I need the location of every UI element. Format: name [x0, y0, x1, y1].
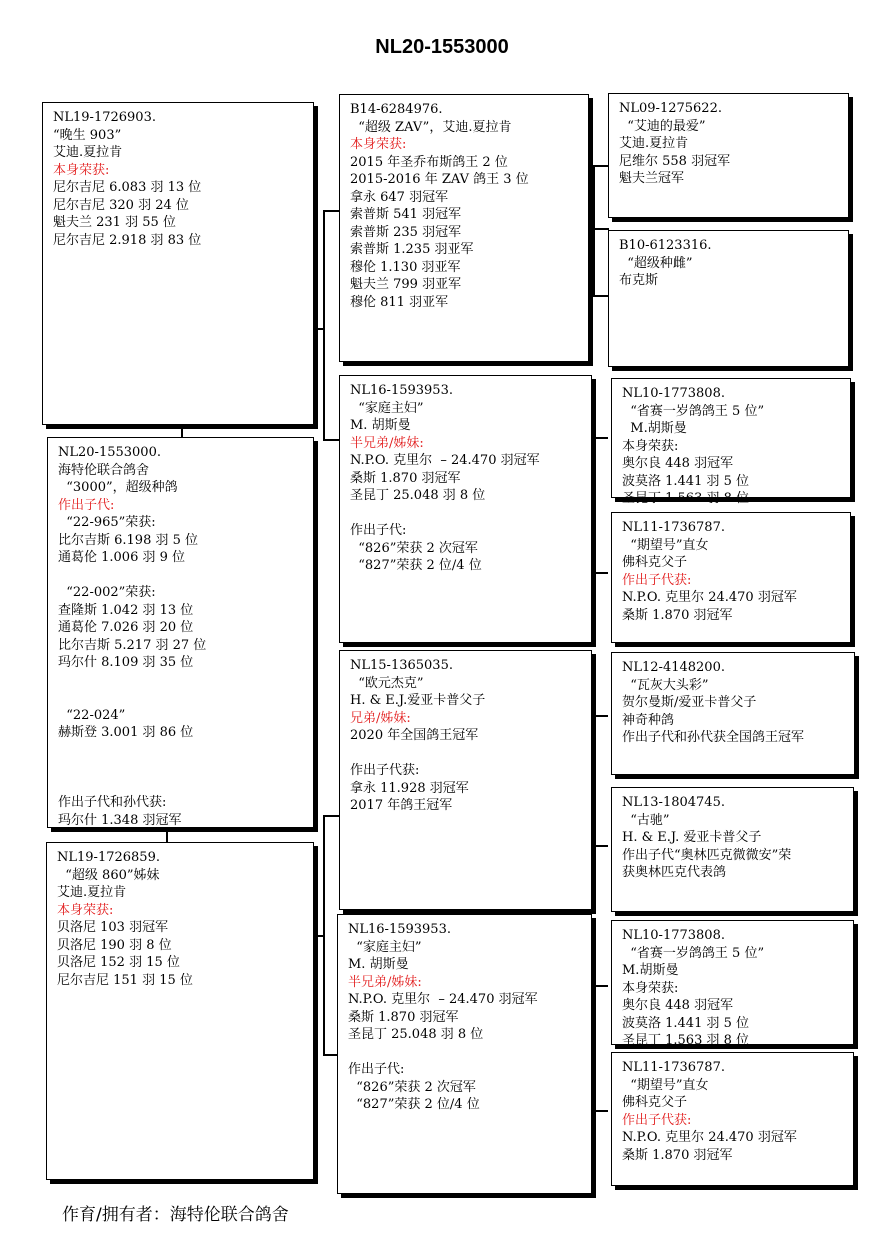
pedigree-line: N.P.O. 克里尔 – 24.470 羽冠军 [348, 992, 538, 1007]
pedigree-line: 布克斯 [619, 273, 659, 288]
pedigree-line: 作出子代和孙代获全国鸽王冠军 [622, 730, 805, 745]
pedigree-line: NL16-1593953. [348, 922, 451, 937]
pedigree-line: 圣昆丁 25.048 羽 8 位 [350, 488, 486, 503]
pedigree-line [58, 689, 305, 707]
pedigree-line: 圣昆丁 25.048 羽 8 位 [348, 1027, 484, 1042]
pedigree-line: “古驰” [622, 812, 670, 828]
pedigree-line: 圣昆丁 1.563 羽 8 位 [622, 491, 750, 506]
connector-line [323, 815, 325, 1055]
pedigree-line: 作出子代“奥林匹克微微安”荣 [622, 847, 792, 863]
pedigree-line: 波莫洛 1.441 羽 5 位 [622, 1015, 750, 1031]
pedigree-line: 神奇种鸽 [622, 712, 675, 728]
pedigree-line: 波莫洛 1.441 羽 5 位 [622, 473, 750, 489]
pedigree-box-gen3-8 [611, 1052, 854, 1186]
pedigree-line [58, 672, 305, 690]
pedigree-line: NL19-1726859. [57, 850, 160, 865]
pedigree-line: 索普斯 235 羽冠军 [350, 224, 462, 240]
connector-line [323, 210, 339, 212]
pedigree-line: “家庭主妇” [348, 939, 422, 955]
pedigree-line: 穆伦 1.130 羽亚军 [350, 259, 461, 275]
pedigree-line: N.P.O. 克里尔 – 24.470 羽冠军 [350, 453, 540, 468]
pedigree-line [350, 505, 583, 523]
pedigree-line: “3000”，超级种鸽 [58, 480, 178, 495]
pedigree-line: 比尔吉斯 6.198 羽 5 位 [58, 532, 199, 548]
pedigree-line: 拿永 647 羽冠军 [350, 189, 449, 205]
pedigree-line: “827”荣获 2 位/4 位 [348, 1097, 480, 1112]
pedigree-line: 佛科克父子 [622, 1095, 688, 1110]
pedigree-line: 作出子代获: [622, 1112, 692, 1128]
pedigree-line: 作出子代获: [622, 572, 692, 588]
pedigree-line [58, 777, 305, 795]
pedigree-line: 通葛伦 7.026 羽 20 位 [58, 620, 194, 635]
pedigree-line: 桑斯 1.870 羽冠军 [350, 470, 461, 486]
owner-footer: 作育/拥有者：海特伦联合鸽舍 [62, 1205, 289, 1225]
connector-line [166, 828, 168, 842]
pedigree-line: “22-965”荣获: [58, 515, 156, 530]
pedigree-line: 作出子代获: [350, 763, 420, 778]
pedigree-line: “期望号”直女 [622, 537, 709, 553]
pedigree-box-gen3-4 [611, 512, 851, 643]
pedigree-line: 本身荣获: [350, 137, 407, 152]
pedigree-line: 比尔吉斯 5.217 羽 27 位 [58, 637, 207, 653]
pedigree-line: “晚生 903” [53, 127, 122, 143]
pedigree-line: 赫斯登 3.001 羽 86 位 [58, 725, 194, 740]
pedigree-line: 佛科克父子 [622, 555, 688, 570]
pedigree-box-gen3-5 [611, 652, 855, 775]
pedigree-line: 桑斯 1.870 羽冠军 [622, 1147, 733, 1163]
pedigree-line: 魁夫兰冠军 [619, 171, 685, 186]
pedigree-line: 半兄弟/姊妹: [350, 435, 424, 451]
connector-line [593, 715, 595, 845]
pedigree-box-granddam-1 [339, 375, 592, 643]
pedigree-line: 艾迪.夏拉肯 [619, 136, 689, 151]
pedigree-line: 尼尔吉尼 6.083 羽 13 位 [53, 180, 202, 195]
pedigree-box-gen3-1 [608, 93, 849, 218]
pedigree-box-granddam-2 [337, 914, 592, 1194]
pedigree-line: H. & E.J. 爱亚卡普父子 [622, 830, 762, 845]
pedigree-box-dam [46, 842, 314, 1180]
pedigree-box-subject [47, 437, 314, 828]
pedigree-line: 2015 年圣乔布斯鸽王 2 位 [350, 154, 508, 170]
pedigree-box-gen3-3 [611, 378, 851, 506]
pedigree-line: NL12-4148200. [622, 660, 725, 675]
pedigree-line [350, 745, 583, 763]
pedigree-line: 海特伦联合鸽舍 [58, 462, 150, 478]
connector-line [593, 985, 608, 987]
pedigree-line: 本身荣获: [622, 980, 679, 996]
pedigree-line: NL19-1726903. [53, 110, 156, 125]
pedigree-box-gen3-2 [608, 230, 849, 367]
pedigree-line: “826”荣获 2 次冠军 [348, 1079, 476, 1095]
pedigree-line: 贝洛尼 103 羽冠军 [57, 920, 169, 935]
pedigree-line: M.胡斯曼 [622, 963, 679, 978]
pedigree-line: 查隆斯 1.042 羽 13 位 [58, 602, 194, 618]
connector-line [593, 165, 595, 295]
pedigree-line: 本身荣获: [622, 438, 679, 454]
pedigree-line: 本身荣获: [53, 162, 110, 178]
pedigree-line: 尼维尔 558 羽冠军 [619, 153, 731, 169]
connector-line [593, 295, 608, 297]
pedigree-line: 作出子代: [348, 1062, 405, 1077]
pedigree-line: H. & E.J.爱亚卡普父子 [350, 693, 486, 708]
pedigree-line [348, 1044, 583, 1062]
pedigree-line [58, 759, 305, 777]
pedigree-line: “家庭主妇” [350, 400, 424, 416]
pedigree-line: 半兄弟/姊妹: [348, 974, 422, 990]
pedigree-line: N.P.O. 克里尔 24.470 羽冠军 [622, 1130, 797, 1145]
pedigree-line: M. 胡斯曼 [348, 957, 409, 972]
pedigree-line: 2015-2016 年 ZAV 鸽王 3 位 [350, 172, 529, 187]
pedigree-line: NL09-1275622. [619, 101, 722, 116]
pedigree-line: 尼尔吉尼 2.918 羽 83 位 [53, 232, 202, 248]
pedigree-line: 桑斯 1.870 羽冠军 [622, 607, 733, 623]
pedigree-line: 作出子代: [350, 523, 407, 538]
connector-line [593, 572, 608, 574]
connector-line [593, 437, 608, 439]
pedigree-line: “艾迪的最爱” [619, 118, 706, 134]
pedigree-box-grandsire-1 [339, 94, 589, 362]
pedigree-line: “期望号”直女 [622, 1077, 709, 1093]
connector-line [593, 165, 608, 167]
pedigree-line: NL10-1773808. [622, 928, 725, 943]
pedigree-line: 贝洛尼 152 羽 15 位 [57, 955, 180, 970]
pedigree-line: 魁夫兰 799 羽亚军 [350, 277, 462, 292]
pedigree-line: “瓦灰大头彩” [622, 677, 709, 693]
pedigree-line: “省赛一岁鸽鸽王 5 位” [622, 945, 765, 961]
pedigree-line: 通葛伦 1.006 羽 9 位 [58, 550, 186, 565]
connector-line [593, 715, 608, 717]
pedigree-line: B10-6123316. [619, 238, 712, 253]
pedigree-line: “省赛一岁鸽鸽王 5 位” [622, 403, 765, 419]
pedigree-line: 索普斯 541 羽冠军 [350, 207, 462, 222]
pedigree-line [58, 567, 305, 585]
pedigree-line: B14-6284976. [350, 102, 443, 117]
pedigree-line: 玛尔什 8.109 羽 35 位 [58, 655, 194, 670]
page-title: NL20-1553000 [375, 36, 509, 58]
pedigree-line [58, 742, 305, 760]
pedigree-box-sire [42, 102, 314, 425]
connector-line [181, 425, 183, 437]
pedigree-line: 2020 年全国鸽王冠军 [350, 728, 479, 743]
pedigree-line: “22-024” [58, 707, 126, 723]
pedigree-line: 奥尔良 448 羽冠军 [622, 456, 734, 471]
pedigree-line: 兄弟/姊妹: [350, 710, 411, 726]
pedigree-line: NL13-1804745. [622, 795, 725, 810]
connector-line [593, 985, 595, 1110]
pedigree-line: “欧元杰克” [350, 675, 424, 691]
pedigree-line: 桑斯 1.870 羽冠军 [348, 1009, 459, 1025]
pedigree-line: “超级 ZAV”，艾迪.夏拉肯 [350, 119, 512, 135]
pedigree-box-grandsire-2 [339, 650, 592, 910]
pedigree-line: NL16-1593953. [350, 383, 453, 398]
pedigree-line: 尼尔吉尼 320 羽 24 位 [53, 197, 189, 213]
pedigree-line: “827”荣获 2 位/4 位 [350, 558, 482, 573]
pedigree-line: “22-002”荣获: [58, 585, 156, 600]
connector-line [593, 845, 608, 847]
pedigree-line: 索普斯 1.235 羽亚军 [350, 242, 474, 257]
pedigree-line: 拿永 11.928 羽冠军 [350, 780, 469, 796]
pedigree-line: 艾迪.夏拉肯 [57, 885, 127, 900]
pedigree-line: “超级种雌” [619, 255, 693, 271]
pedigree-line: 奥尔良 448 羽冠军 [622, 998, 734, 1013]
pedigree-line: NL10-1773808. [622, 386, 725, 401]
pedigree-line: “超级 860”姊妹 [57, 867, 160, 883]
pedigree-line: 贝洛尼 190 羽 8 位 [57, 937, 172, 953]
pedigree-line: “826”荣获 2 次冠军 [350, 540, 478, 556]
pedigree-line: M.胡斯曼 [622, 421, 687, 436]
pedigree-line: NL20-1553000. [58, 445, 161, 460]
pedigree-line: 作出子代: [58, 497, 115, 513]
connector-line [323, 210, 325, 440]
pedigree-line: 2017 年鸽王冠军 [350, 798, 453, 813]
pedigree-box-gen3-6 [611, 787, 854, 912]
pedigree-line: 穆伦 811 羽亚军 [350, 294, 449, 310]
pedigree-box-gen3-7 [611, 920, 854, 1048]
pedigree-line: 圣昆丁 1.563 羽 8 位 [622, 1033, 750, 1048]
pedigree-line: NL15-1365035. [350, 658, 453, 673]
connector-line [323, 439, 339, 441]
pedigree-line: 本身荣获: [57, 902, 114, 918]
pedigree-line: 尼尔吉尼 151 羽 15 位 [57, 972, 193, 988]
pedigree-line: NL11-1736787. [622, 1060, 725, 1075]
pedigree-line: M. 胡斯曼 [350, 418, 411, 433]
connector-line [323, 815, 339, 817]
pedigree-line: N.P.O. 克里尔 24.470 羽冠军 [622, 590, 797, 605]
connector-line [593, 437, 595, 572]
pedigree-line: 艾迪.夏拉肯 [53, 145, 123, 160]
pedigree-line: NL11-1736787. [622, 520, 725, 535]
pedigree-line: 作出子代和孙代获: [58, 795, 167, 810]
pedigree-line: 魁夫兰 231 羽 55 位 [53, 215, 176, 230]
pedigree-line: 玛尔什 1.348 羽冠军 [58, 812, 182, 828]
connector-line [589, 228, 609, 230]
pedigree-line: 获奥林匹克代表鸽 [622, 865, 727, 880]
pedigree-line: 贺尔曼斯/爱亚卡普父子 [622, 695, 757, 710]
connector-line [593, 1110, 608, 1112]
